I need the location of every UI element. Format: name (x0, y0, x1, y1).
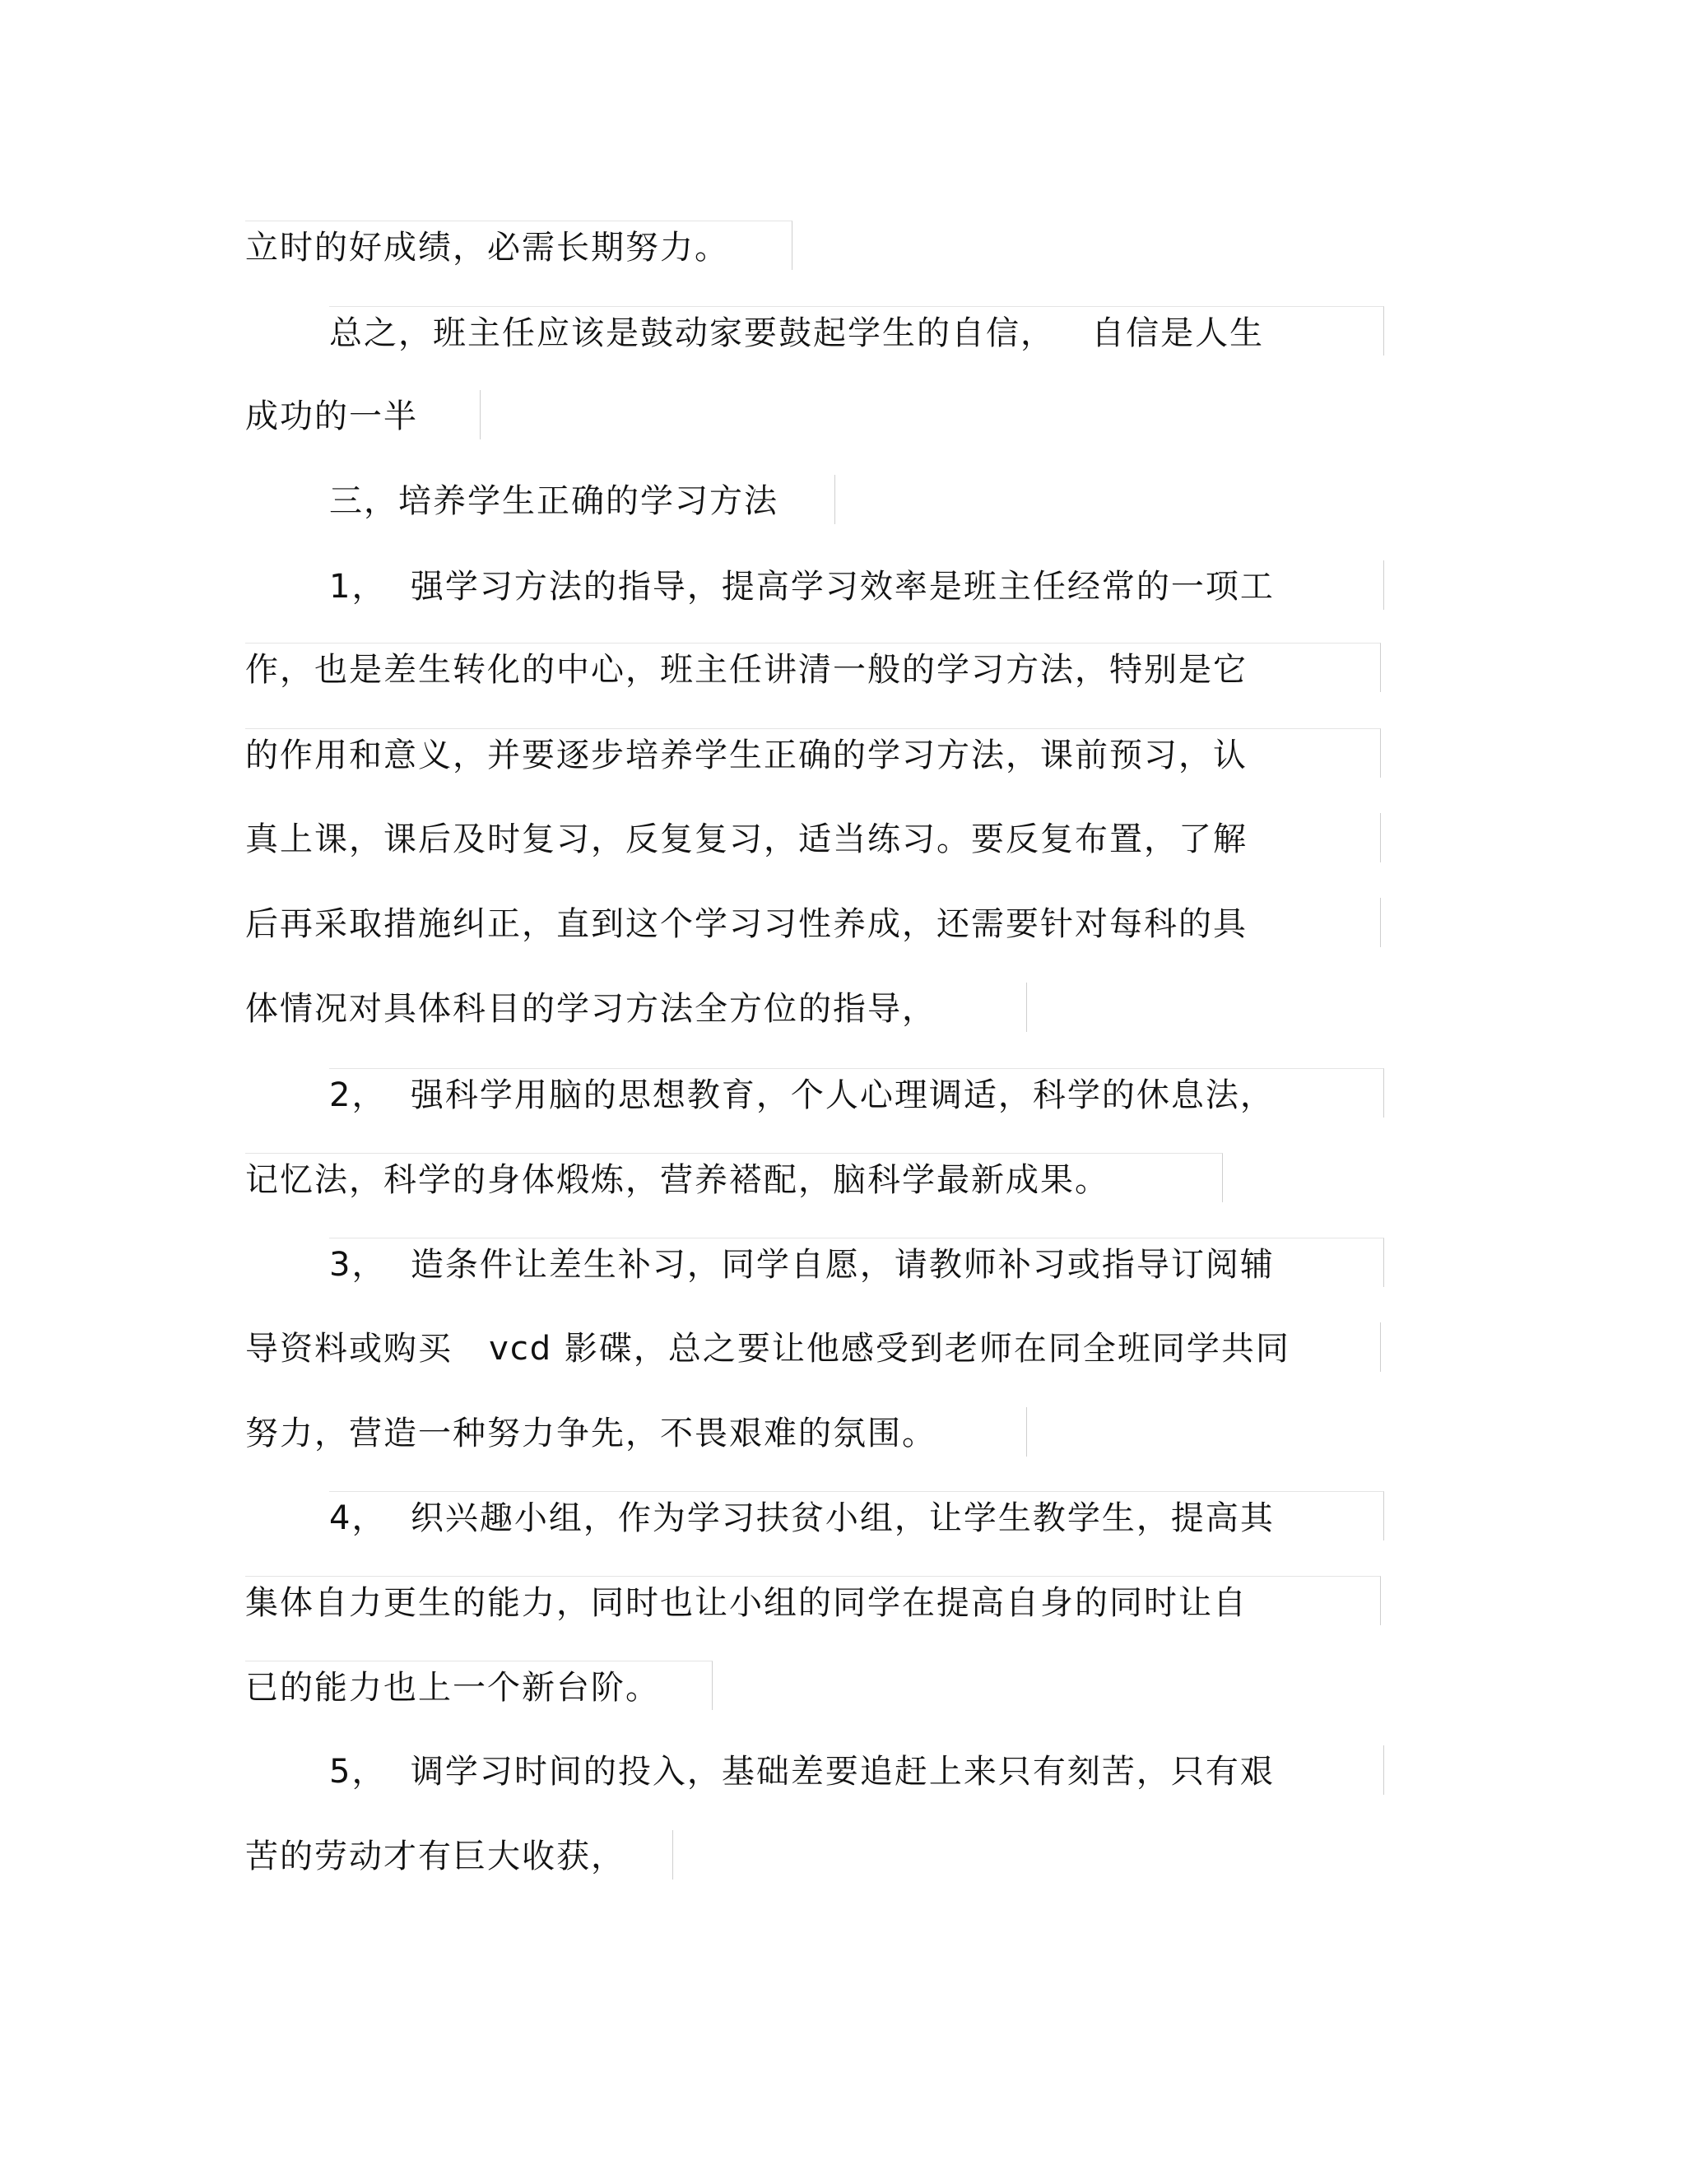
section-heading: 三，培养学生正确的学习方法 (329, 475, 835, 524)
text-line-1: 立时的好成绩，必需长期努力。 (245, 221, 792, 270)
text-line-12: 记忆法，科学的身体煅炼，营养褡配，脑科学最新成果。 (245, 1153, 1223, 1202)
text-line-11: 2， 强科学用脑的思想教育，个人心理调适，科学的休息法， (329, 1068, 1384, 1118)
text-line-9: 后再采取措施纠正，直到这个学习习性养成，还需要针对每科的具 (245, 898, 1381, 947)
text-line-18: 已的能力也上一个新台阶。 (245, 1661, 713, 1710)
text-line-7: 的作用和意义，并要逐步培养学生正确的学习方法，课前预习，认 (245, 728, 1381, 778)
text-line-10: 体情况对具体科目的学习方法全方位的指导， (245, 983, 1027, 1032)
text-line-3: 成功的一半 (245, 390, 481, 439)
text-line-15: 努力，营造一种努力争先，不畏艰难的氛围。 (245, 1407, 1027, 1457)
text-line-13: 3， 造条件让差生补习，同学自愿，请教师补习或指导订阅辅 (329, 1238, 1384, 1287)
text-line-5: 1， 强学习方法的指导，提高学习效率是班主任经常的一项工 (329, 560, 1384, 610)
text-line-16: 4， 织兴趣小组，作为学习扶贫小组，让学生教学生，提高其 (329, 1491, 1384, 1540)
text-line-14: 导资料或购买 vcd 影碟，总之要让他感受到老师在同全班同学共同 (245, 1322, 1381, 1372)
text-line-20: 苦的劳动才有巨大收获， (245, 1830, 673, 1880)
text-line-2: 总之，班主任应该是鼓动家要鼓起学生的自信， 自信是人生 (329, 306, 1384, 355)
text-line-6: 作，也是差生转化的中心，班主任讲清一般的学习方法，特别是它 (245, 643, 1381, 692)
text-line-17: 集体自力更生的能力，同时也让小组的同学在提高自身的同时让自 (245, 1576, 1381, 1625)
text-line-19: 5， 调学习时间的投入，基础差要追赶上来只有刻苦，只有艰 (329, 1745, 1384, 1795)
text-line-8: 真上课，课后及时复习，反复复习，适当练习。要反复布置，了解 (245, 813, 1381, 862)
